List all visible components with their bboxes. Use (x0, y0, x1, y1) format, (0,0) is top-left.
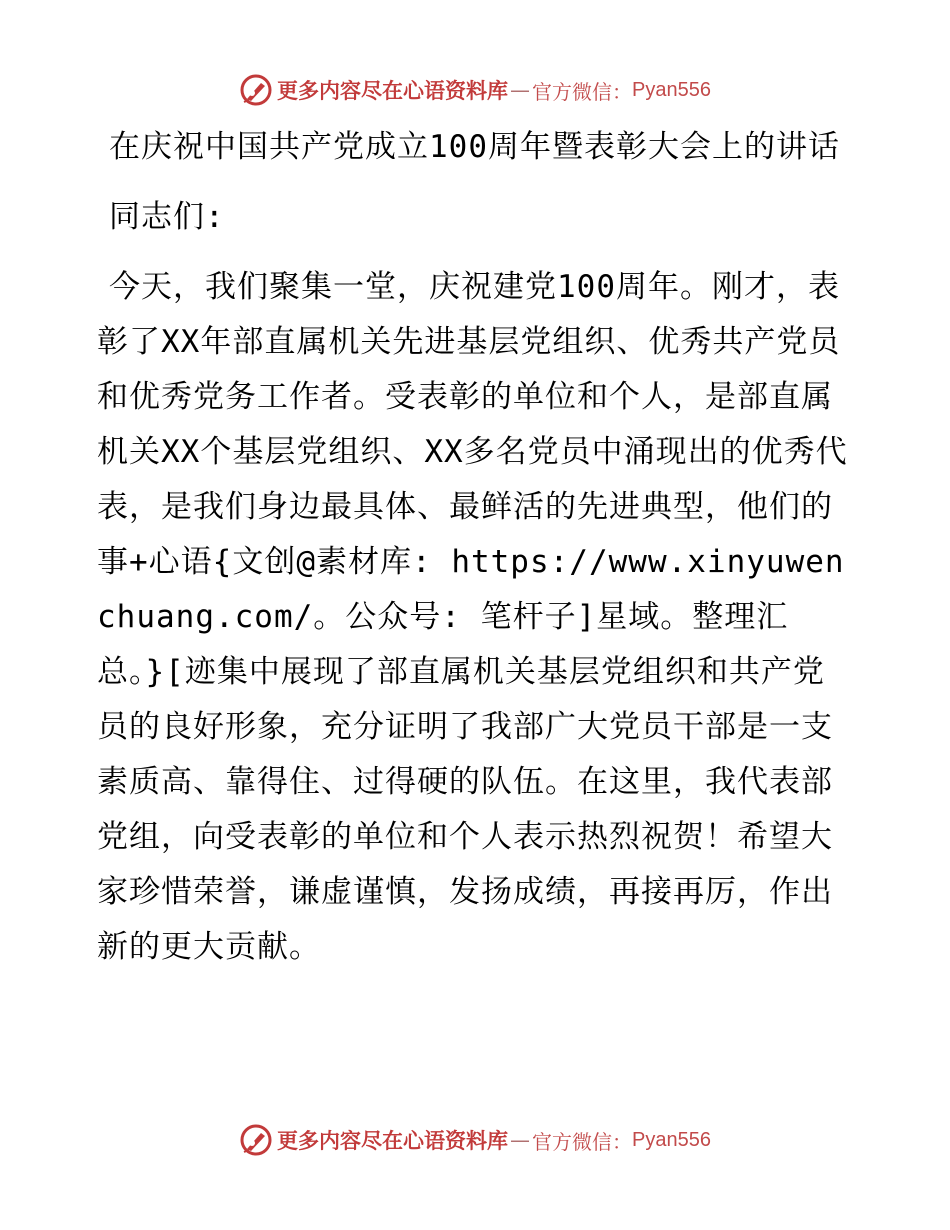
watermark-banner-top (0, 70, 950, 110)
watermark-dash: — (510, 1128, 531, 1152)
document-body (97, 120, 849, 975)
document-paragraph: 今天，我们聚集一堂，庆祝建党100周年。刚才，表彰了XX年部直属机关先进基层党组织、优秀共产党员和优秀党务工作者。受表彰的单位和个人，是部直属机关XX个基层党组织、XX多名党员中涌现出的优秀代表，是我们身边最具体、最鲜活的先进典型，他们的事+心语{文创@素材库: https://www.xinyuwenchuang.com/。公众号: 笔杆子]星域。整理汇总。}[迹集中展现了部直属机关基层党组织和共产党员的良好形象，充分证明了我部广大党员干部是一支素质高、靠得住、过得硬的队伍。在这里，我代表部党组，向受表彰的单位和个人表示热烈祝贺！希望大家珍惜荣誉，谦虚谨慎，发扬成绩，再接再厉，作出新的更大贡献。 (97, 269, 848, 965)
watermark-wechat-label: 官方微信： (532, 1129, 633, 1154)
watermark-dash: — (510, 78, 531, 102)
watermark-text: 更多内容尽在心语资料库 (277, 1128, 509, 1153)
watermark-wechat-id: Pyan556 (632, 78, 711, 101)
watermark-banner-bottom (0, 1120, 950, 1160)
document-title: 在庆祝中国共产党成立100周年暨表彰大会上的讲话 (109, 129, 840, 165)
pen-logo-icon (239, 73, 273, 107)
pen-logo-icon (239, 1123, 273, 1157)
watermark-wechat-id: Pyan556 (632, 1128, 711, 1151)
watermark-text: 更多内容尽在心语资料库 (277, 78, 509, 103)
document-greeting: 同志们: (109, 199, 225, 235)
watermark-wechat-label: 官方微信： (532, 79, 633, 104)
